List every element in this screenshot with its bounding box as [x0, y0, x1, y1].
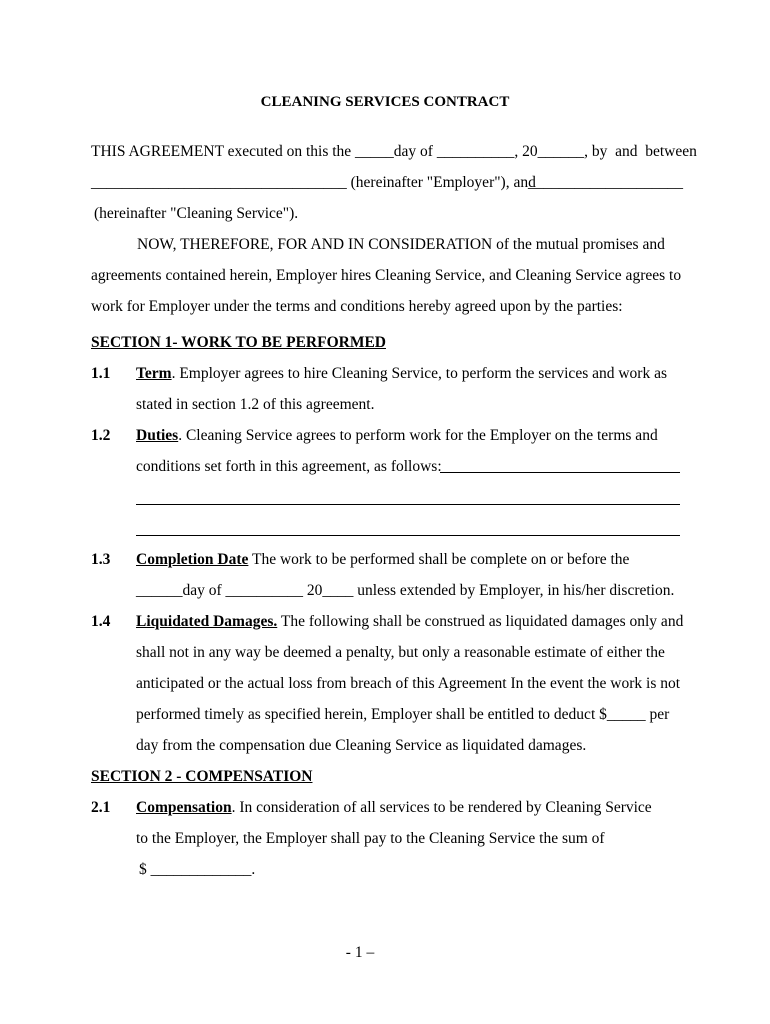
- page-number: - 1 –: [345, 944, 375, 961]
- completion-day-of: day of: [182, 582, 222, 599]
- employer-blank[interactable]: _________________________________: [91, 174, 347, 191]
- section-1-1-line-1: [136, 364, 667, 384]
- and-text: and: [615, 143, 638, 160]
- document-title: CLEANING SERVICES CONTRACT: [260, 94, 510, 110]
- section-2-1-line-1: [136, 798, 652, 818]
- year-prefix: , 20: [514, 143, 538, 160]
- compensation-text: . In consideration of all services to be rendered by Cleaning Service: [231, 799, 652, 816]
- month-blank[interactable]: __________: [436, 143, 515, 160]
- duties-label: Duties: [136, 427, 179, 444]
- term-label: Term: [136, 365, 172, 382]
- between-text: between: [645, 143, 697, 160]
- section-1-2-line-1: [136, 426, 658, 446]
- section-1-3-number: 1.3: [91, 551, 111, 568]
- section-2-1-line-2: to the Employer, the Employer shall pay to the Cleaning Service the sum of: [136, 830, 605, 847]
- compensation-sum-blank[interactable]: _____________: [150, 861, 252, 878]
- completion-date-text: The work to be performed shall be complete on or before the: [248, 551, 630, 568]
- section-1-3-line-2: [136, 581, 674, 601]
- completion-month-blank[interactable]: __________: [225, 582, 304, 599]
- section-1-3-line-1: [136, 550, 629, 570]
- completion-date-label: Completion Date: [136, 551, 249, 568]
- section-1-4-line-2: shall not in any way be deemed a penalty, but only a reasonable estimate of either the: [136, 644, 665, 661]
- completion-day-blank[interactable]: ______: [136, 582, 183, 599]
- day-blank[interactable]: _____: [355, 143, 394, 160]
- section-1-4-line-3: anticipated or the actual loss from breach of this Agreement In the event the work is not: [136, 675, 681, 692]
- by-text: , by: [584, 143, 608, 160]
- intro-line-1: [91, 142, 697, 162]
- duties-blank-line-2[interactable]: [136, 504, 680, 505]
- sum-period: .: [251, 861, 256, 878]
- section-1-2-line-2: conditions set forth in this agreement, as follows:: [136, 458, 442, 475]
- section-1-4-line-1: [136, 612, 683, 632]
- duties-blank-line-3[interactable]: [136, 535, 680, 536]
- dollar-sign: $: [139, 861, 151, 878]
- term-text: . Employer agrees to hire Cleaning Service, to perform the services and work as: [171, 365, 667, 382]
- day-of-text: day of: [393, 143, 433, 160]
- service-blank-wrap: [528, 173, 683, 193]
- intro-prefix: THIS AGREEMENT executed on this the: [91, 143, 352, 160]
- section-1-1-line-2: stated in section 1.2 of this agreement.: [136, 396, 375, 413]
- employer-text: (hereinafter "Employer"), and: [350, 174, 536, 191]
- duties-blank-line-1[interactable]: [440, 472, 680, 473]
- section-1-2-number: 1.2: [91, 427, 111, 444]
- liquidated-damages-label: Liquidated Damages.: [136, 613, 278, 630]
- per-text: per: [645, 706, 670, 723]
- deduct-amount-blank[interactable]: _____: [606, 706, 646, 723]
- section-2-heading: SECTION 2 - COMPENSATION: [91, 768, 313, 785]
- section-2-1-number: 2.1: [91, 799, 111, 816]
- recital-line-3: work for Employer under the terms and conditions hereby agreed upon by the parties:: [91, 298, 623, 315]
- compensation-label: Compensation: [136, 799, 232, 816]
- year-blank[interactable]: ______: [537, 143, 585, 160]
- liquidated-damages-text: The following shall be construed as liquidated damages only and: [277, 613, 684, 630]
- section-1-4-line-4: [136, 705, 669, 725]
- section-1-4-line-5: day from the compensation due Cleaning Service as liquidated damages.: [136, 737, 587, 754]
- completion-rest: unless extended by Employer, in his/her discretion.: [353, 582, 675, 599]
- service-blank[interactable]: ____________________: [528, 174, 683, 191]
- recital-line-1: NOW, THEREFORE, FOR AND IN CONSIDERATION of the mutual promises and: [137, 236, 665, 253]
- completion-year-prefix: 20: [303, 582, 323, 599]
- section-2-1-line-3: [139, 860, 255, 880]
- completion-year-blank[interactable]: ____: [322, 582, 354, 599]
- section-1-1-number: 1.1: [91, 365, 111, 382]
- intro-line-2: [91, 173, 536, 193]
- intro-line-3: (hereinafter "Cleaning Service").: [94, 205, 299, 222]
- duties-text: . Cleaning Service agrees to perform work for the Employer on the terms and: [178, 427, 658, 444]
- section-1-4-number: 1.4: [91, 613, 111, 630]
- recital-line-2: agreements contained herein, Employer hires Cleaning Service, and Cleaning Service agrees to: [91, 267, 682, 284]
- deduct-text: performed timely as specified herein, Employer shall be entitled to deduct $: [136, 706, 607, 723]
- section-1-heading: SECTION 1- WORK TO BE PERFORMED: [91, 334, 386, 351]
